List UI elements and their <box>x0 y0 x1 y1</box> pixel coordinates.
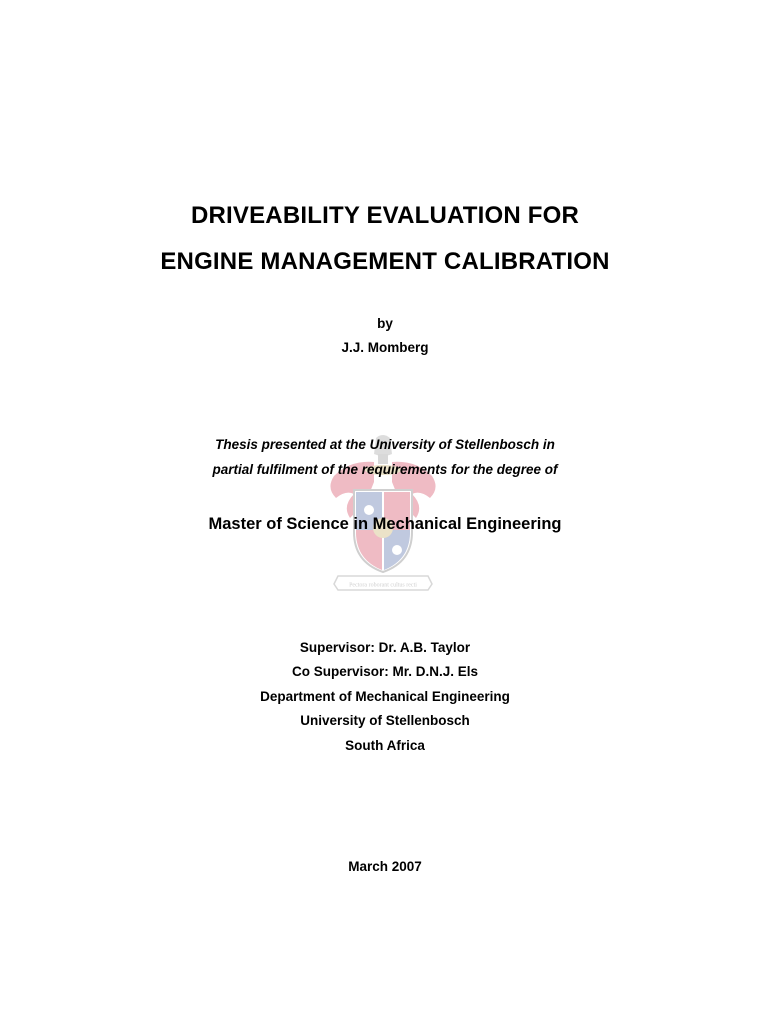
by-label: by <box>377 316 393 331</box>
university: University of Stellenbosch <box>300 713 470 728</box>
thesis-statement-line-2: partial fulfilment of the requirements for the degree of <box>212 462 558 477</box>
thesis-title-line-1: DRIVEABILITY EVALUATION FOR <box>190 202 580 229</box>
crest-motto: Pectora roborant cultus recti <box>349 582 417 589</box>
co-supervisor: Co Supervisor: Mr. D.N.J. Els <box>291 664 479 679</box>
supervisor: Supervisor: Dr. A.B. Taylor <box>299 640 471 655</box>
thesis-title-line-2: ENGINE MANAGEMENT CALIBRATION <box>160 248 610 275</box>
degree-name: Master of Science in Mechanical Engineering <box>208 515 562 533</box>
university-crest-icon <box>320 432 446 592</box>
country: South Africa <box>345 738 425 753</box>
author-name: J.J. Momberg <box>341 340 429 355</box>
thesis-statement-line-1: Thesis presented at the University of Stellenbosch in <box>215 437 555 452</box>
submission-date: March 2007 <box>348 859 422 874</box>
department: Department of Mechanical Engineering <box>260 689 510 704</box>
